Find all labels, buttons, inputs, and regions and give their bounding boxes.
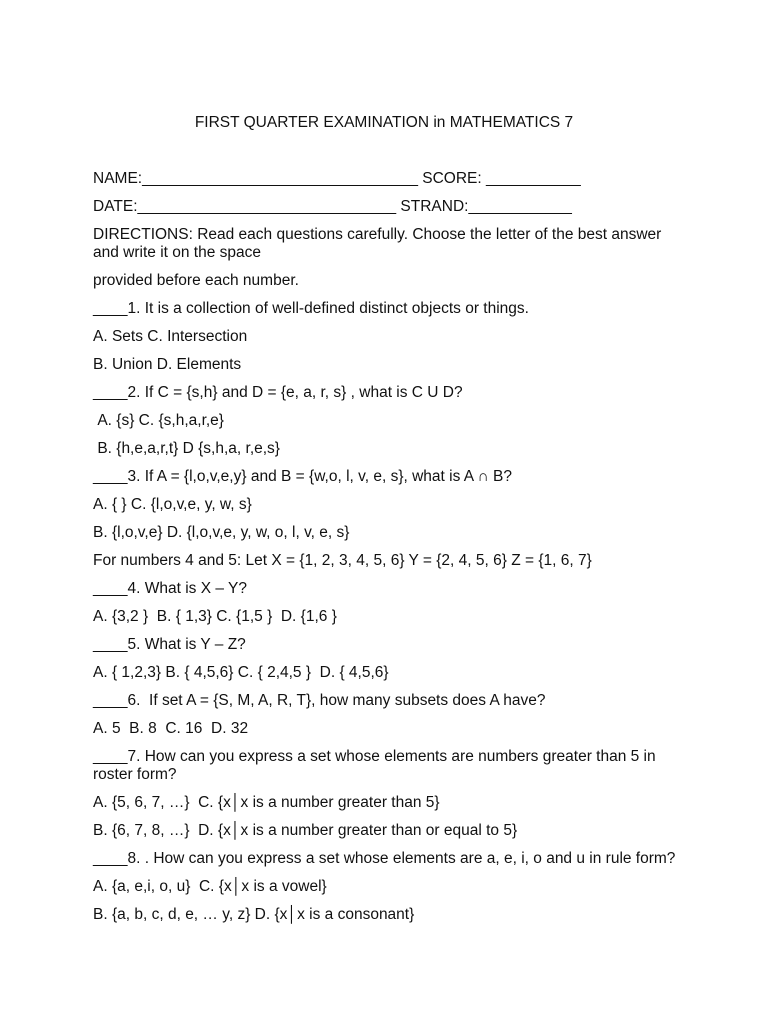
question-4-choices: A. {3,2 } B. { 1,3} C. {1,5 } D. {1,6 } [93, 608, 337, 625]
name-score-line: NAME:________________________________ SCORE: ___________ [93, 170, 581, 187]
question-1: ____1. It is a collection of well-defined distinct objects or things. [93, 300, 529, 317]
question-5: ____5. What is Y – Z? [93, 636, 246, 653]
question-4: ____4. What is X – Y? [93, 580, 247, 597]
question-1-choices-b-d: B. Union D. Elements [93, 356, 242, 373]
question-3-choices-b-d: B. {l,o,v,e} D. {l,o,v,e, y, w, o, l, v, e, s} [93, 524, 350, 541]
question-6: ____6. If set A = {S, M, A, R, T}, how many subsets does A have? [93, 692, 546, 709]
numbers-4-5-instructions: For numbers 4 and 5: Let X = {1, 2, 3, 4, 5, 6} Y = {2, 4, 5, 6} Z = {1, 6, 7} [93, 552, 592, 569]
question-8-choices-b-d: B. {a, b, c, d, e, … y, z} D. {x│x is a consonant} [93, 906, 415, 923]
exam-content [93, 170, 683, 934]
question-2: ____2. If C = {s,h} and D = {e, a, r, s} , what is C U D? [93, 384, 463, 401]
exam-title: FIRST QUARTER EXAMINATION in MATHEMATICS 7 [194, 114, 574, 131]
question-8: ____8. . How can you express a set whose elements are a, e, i, o and u in rule form? [93, 850, 676, 867]
question-7-choices-a-c: A. {5, 6, 7, …} C. {x│x is a number greater than 5} [93, 794, 440, 811]
directions-continuation: provided before each number. [93, 272, 299, 289]
question-5-choices: A. { 1,2,3} B. { 4,5,6} C. { 2,4,5 } D. { 4,5,6} [93, 664, 389, 681]
question-7-choices-b-d: B. {6, 7, 8, …} D. {x│x is a number greater than or equal to 5} [93, 822, 518, 839]
question-6-choices: A. 5 B. 8 C. 16 D. 32 [93, 720, 249, 737]
question-2-choices-a-c: A. {s} C. {s,h,a,r,e} [93, 412, 224, 429]
directions-line: DIRECTIONS: Read each questions carefully. Choose the letter of the best answer and write it on the space [93, 226, 662, 261]
question-3: ____3. If A = {l,o,v,e,y} and B = {w,o, l, v, e, s}, what is A ∩ B? [93, 468, 512, 485]
question-3-choices-a-c: A. { } C. {l,o,v,e, y, w, s} [93, 496, 252, 513]
question-2-choices-b-d: B. {h,e,a,r,t} D {s,h,a, r,e,s} [93, 440, 280, 457]
question-8-choices-a-c: A. {a, e,i, o, u} C. {x│x is a vowel} [93, 878, 327, 895]
question-7: ____7. How can you express a set whose elements are numbers greater than 5 in roster form? [93, 748, 656, 783]
date-strand-line: DATE:______________________________ STRAND:____________ [93, 198, 572, 215]
question-1-choices-a-c: A. Sets C. Intersection [93, 328, 248, 345]
